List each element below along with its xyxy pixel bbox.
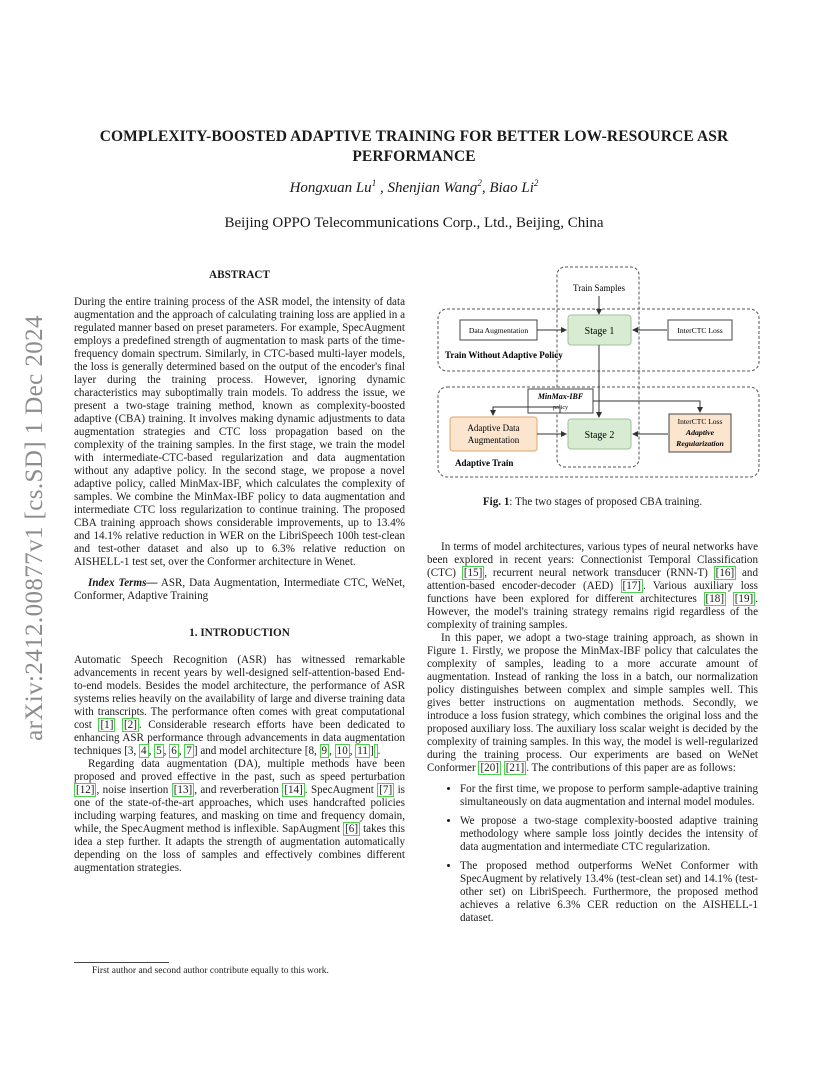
data-augmentation-label: Data Augmentation [468,326,529,335]
citation-link[interactable]: [17] [622,580,641,592]
contribution-item: • The proposed method outperforms WeNet Conformer with SpecAugment by relatively 13.4% (test-clean set) and 14.1% (test-other set) on LibriSpeech. Furthermore, the proposed method achieves a relative 6.3% CER reduction on the AISHELL-1 dataset. [460,860,758,925]
train-samples-label: Train Samples [573,283,625,293]
citation-link[interactable]: 10 [336,745,348,757]
adaptive-train-label: Adaptive Train [455,458,514,468]
author-affil-mark: 2 [533,178,539,188]
citation-link[interactable]: 9 [321,745,328,757]
citation-link[interactable]: [6] [345,823,359,835]
left-column [74,269,405,875]
citation-link[interactable]: 6 [171,745,177,757]
citation-link[interactable]: 7 [186,745,192,757]
figure-caption [427,496,758,508]
caption-text: : The two stages of proposed CBA training. [509,496,703,508]
citation-link[interactable]: [7] [379,784,393,796]
contribution-item: • For the first time, we propose to perform sample-adaptive training simultaneously on data augmentation and internal model modules. [460,783,758,809]
citation-link[interactable]: [14] [284,784,303,796]
citation-link[interactable]: [13] [173,784,193,796]
adaptive-reg-label: Regularization [676,439,724,448]
author-affil-mark: 2 [477,178,482,188]
citation-group: [3, 4 , 5 , 6 , 7 ] [124,745,198,757]
train-without-label: Train Without Adaptive Policy [445,350,563,360]
arxiv-stamp [20,293,50,763]
citation-link[interactable]: [16] [715,567,735,579]
citation-link[interactable]: [19] [734,593,754,605]
index-terms-label: Index Terms— [88,577,158,589]
right-column [427,541,758,931]
citation-link[interactable]: [18] [705,593,725,605]
caption-label: Fig. 1 [482,496,510,508]
index-terms-text: ASR, Data Augmentation, Intermediate CTC, WeNet, Conformer, Adaptive Training [74,577,405,602]
citation-link[interactable]: 5 [156,745,162,757]
arxiv-id: arXiv:2412.00877v1 [cs.SD] 1 Dec 2024 [21,315,48,741]
footnote-rule [74,962,169,963]
abstract-text: During the entire training process of the ASR model, the intensity of data augmentation and the approach of calculating training loss are applied in a regulated manner based on preset parameters. For example, SpecAugment employs a predefined strength of augmentation to mask parts of the time-frequency domain spectrum. Similarly, in CTC-based multi-layer models, the loss is generally determined based on the output of the encoder's final layer during the training process. However, ignoring dynamic characteristics may suboptimally train models. To address the issue, we present a two-stage training method, known as complexity-boosted adaptive (CBA) training. It involves making dynamic adjustments to data augmentation strategies and CTC loss propagation based on the complexity of the training samples. In the first stage, we train the model with intermediate-CTC-based regularization and data augmentation without any adaptive policy. In the second stage, we propose a novel adaptive policy, called MinMax-IBF, which calculates the complexity of samples. We combine the MinMax-IBF policy to data augmentation and intermediate CTC loss regularization to continue training. The proposed CBA training approach shows considerable improvements, up to 13.4% and 14.1% relative reduction in WER on the LibriSpeech 100h test-clean and test-other dataset and also up to 6.3% relative reduction on AISHELL-1 test set, over the Conformer architecture in Wenet. [74,296,405,568]
author-list: Hongxuan Lu$^1$ , Shenjian Wang$^2$, Biao Li$^2$ [289,178,539,196]
minmax-label: MinMax-IBF [537,392,584,401]
adaptive-da-label: Augmentation [467,435,520,445]
author-name: Biao Li [489,180,534,196]
stage1-label: Stage 1 [584,326,615,337]
index-terms [74,577,405,603]
intro-paragraph-1: Automatic Speech Recognition (ASR) has witnessed remarkable advancements in recent years by well-designed self-attention-based End-to-end models. Besides the model architecture, the performance of ASR systems relies heavily on the availability of large and diverse training data with transcripts. The performance often comes with great computational cost [1] [2] . Considerable research efforts have been dedicated to enhancing ASR performance through advancements in data augmentation techniques [3, 4 , 5 , 6 , 7 ] and model architecture [8, 9 , 10 , 11 ] . [74,654,405,757]
author-name: Hongxuan Lu [289,180,372,196]
paper-title: COMPLEXITY-BOOSTED ADAPTIVE TRAINING FOR BETTER LOW-RESOURCE ASR PERFORMANCE [99,128,729,165]
right-paragraph-2: In this paper, we adopt a two-stage training approach, as shown in Figure 1. Firstly, we propose the MinMax-IBF policy that calculates the complexity of samples, leading to a more accurate amount of augmentation. Instead of ranking the loss in a batch, our normalization policy distinguishes between complex and simple samples well. This gives better instructions on augmentation methods. Secondly, we introduce a loss fusion strategy, which combines the original loss and the proposed auxiliary loss. The auxiliary loss scalar weight is decided by the complexity of training samples. In this way, the model is well-regularized during the training process. Our experiments are based on WeNet Conformer [20] [21] . The contributions of this paper are as follows: [427,632,758,774]
right-paragraph-1: In terms of model architectures, various types of neural networks have been explored in recent years: Connectionist Temporal Classification (CTC) [15] , recurrent neural network transducer (RNN-T) [16] and attention-based encoder-decoder (AED) [17] . Various auxiliary loss functions have been explored for different architectures [18] [19] . However, the model's training strategy remains rigid regardless of the complexity of training samples. [427,541,759,631]
contribution-item: • We propose a two-stage complexity-boosted adaptive training methodology where sample loss jointly decides the intensity of data augmentation and intermediate CTC regularization. [460,815,758,854]
intro-paragraph-2: Regarding data augmentation (DA), multiple methods have been proposed and proved effective in the past, such as speed perturbation [12] , noise insertion [13] , and reverberation [14] . SpecAugment [7] is one of the state-of-the-art approaches, which uses handcrafted policies including warping features, and masking on time and frequency domain, while, the SpecAugment method is inflexible. SapAugment [6] takes this idea a step further. It adapts the strength of augmentation automatically depending on the loss of samples and effectively combines different augmentation strategies. [74,758,405,874]
citation-link[interactable]: [20] [480,762,499,774]
author-name: Shenjian Wang [387,180,478,196]
citation-group: [8, 9 , 10 , 11 ] [305,744,378,758]
arrow-icon [593,401,700,412]
citation-link[interactable]: 4 [141,745,147,757]
abstract-heading: ABSTRACT [209,269,270,281]
interctc2-label: InterCTC Loss [677,417,723,426]
citation-link[interactable]: [21] [505,762,525,774]
interctc-label: InterCTC Loss [677,326,723,335]
policy-label: policy [553,405,568,411]
stage2-label: Stage 2 [584,430,615,441]
citation-link[interactable]: [12] [76,784,95,796]
cba-training-diagram [431,262,761,487]
intro-heading: 1. INTRODUCTION [189,627,290,639]
adaptive-da-label: Adaptive Data [467,423,520,433]
footnote: First author and second author contribute equally to this work. [92,966,329,976]
adaptive-reg-label: Adaptive [685,428,715,437]
figure-1 [431,262,761,487]
contribution-list [427,783,758,925]
citation-link[interactable]: [15] [463,567,483,579]
citation-link[interactable]: [2] [123,719,137,731]
citation-link[interactable]: 11 [357,745,368,757]
author-affil-mark: 1 [371,178,377,188]
affiliation: Beijing OPPO Telecommunications Corp., Ltd., Beijing, China [224,215,604,231]
citation-link[interactable]: [1] [100,719,114,731]
